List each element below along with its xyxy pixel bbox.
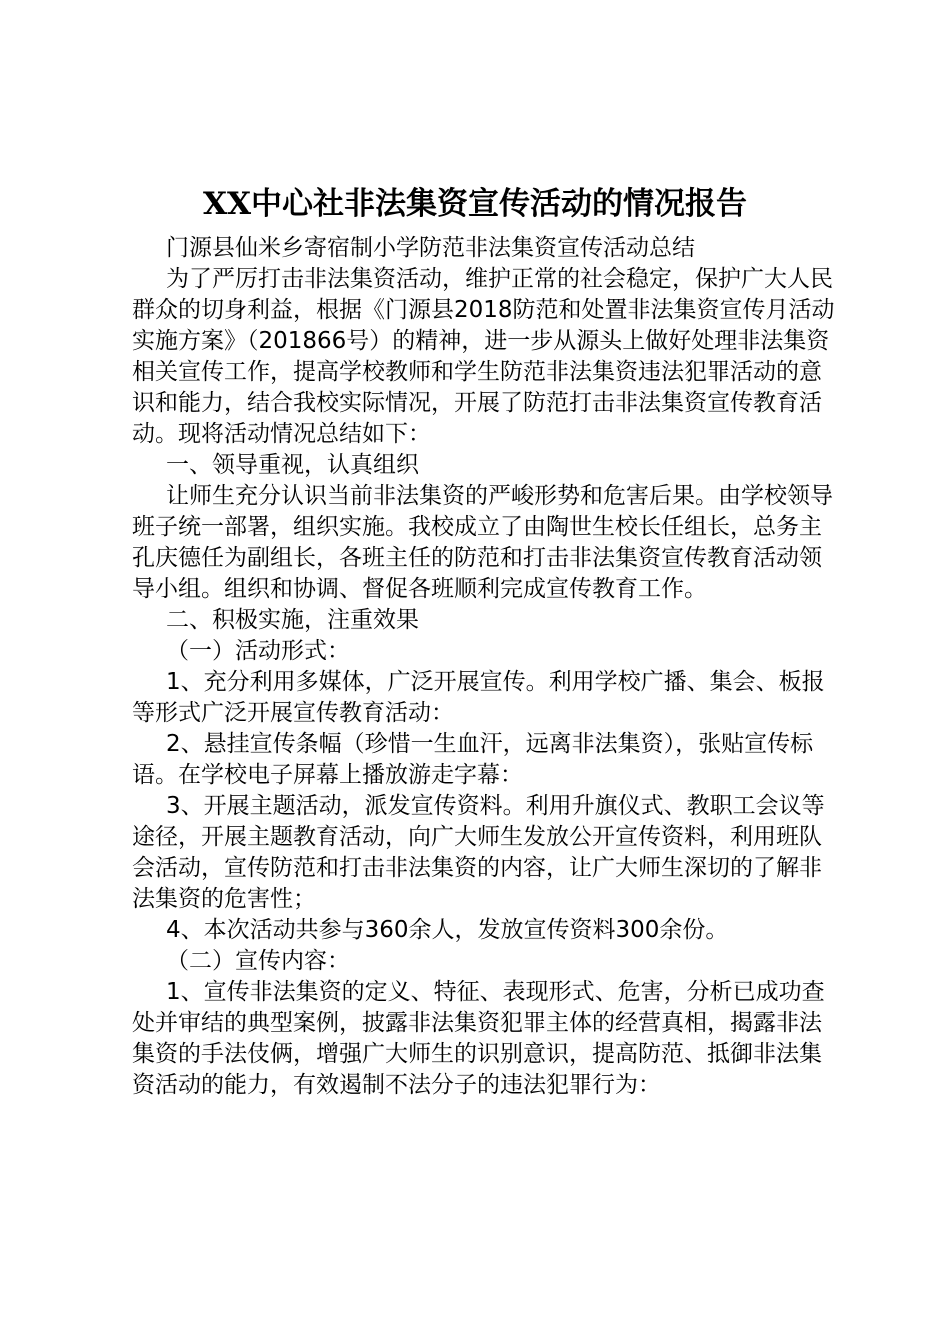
paragraph-intro: 为了严厉打击非法集资活动，维护正常的社会稳定，保护广大人民群众的切身利益，根据《门源县2018防范和处置非法集资宣传月活动实施方案》（201866号）的精神，进一步从源头上做好处理非法集资相关宣传工作，提高学校教师和学生防范非法集资违法犯罪活动的意识和能力，结合我校实际情况，开展了防范打击非法集资宣传教育活动。现将活动情况总结如下： <box>132 266 835 447</box>
paragraph-subtitle: 门源县仙米乡寄宿制小学防范非法集资宣传活动总结 <box>166 235 695 261</box>
list-item-publicity-content: 1、宣传非法集资的定义、特征、表现形式、危害，分析已成功查处并审结的典型案例，披露非法集资犯罪主体的经营真相，揭露非法集资的手法伎俩，增强广大师生的识别意识，提高防范、抵御非法集资活动的能力，有效遏制不法分子的违法犯罪行为： <box>132 979 825 1098</box>
list-item-multimedia: 1、充分利用多媒体，广泛开展宣传。利用学校广播、集会、板报等形式广泛开展宣传教育活动： <box>132 669 825 726</box>
section-heading-1: 一、领导重视，认真组织 <box>166 452 419 478</box>
list-item-theme-activities: 3、开展主题活动，派发宣传资料。利用升旗仪式、教职工会议等途径，开展主题教育活动，向广大师生发放公开宣传资料，利用班队会活动，宣传防范和打击非法集资的内容，让广大师生深切的了解非法集资的危害性； <box>132 793 825 912</box>
section-heading-2: 二、积极实施，注重效果 <box>166 607 419 633</box>
document-title: XX中心社非法集资宣传活动的情况报告 <box>202 186 748 222</box>
subsection-heading-activity-form: （一）活动形式： <box>166 638 350 664</box>
paragraph-organization: 让师生充分认识当前非法集资的严峻形势和危害后果。由学校领导班子统一部署，组织实施。我校成立了由陶世生校长任组长，总务主孔庆德任为副组长，各班主任的防范和打击非法集资宣传教育活动领导小组。组织和协调、督促各班顺利完成宣传教育工作。 <box>132 483 833 602</box>
list-item-banners: 2、悬挂宣传条幅（珍惜一生血汗，远离非法集资），张贴宣传标语。在学校电子屏幕上播放游走字幕： <box>132 731 814 788</box>
list-item-participation: 4、本次活动共参与360余人，发放宣传资料300余份。 <box>166 917 729 943</box>
subsection-heading-content: （二）宣传内容： <box>166 948 350 974</box>
document-body <box>132 233 844 1101</box>
